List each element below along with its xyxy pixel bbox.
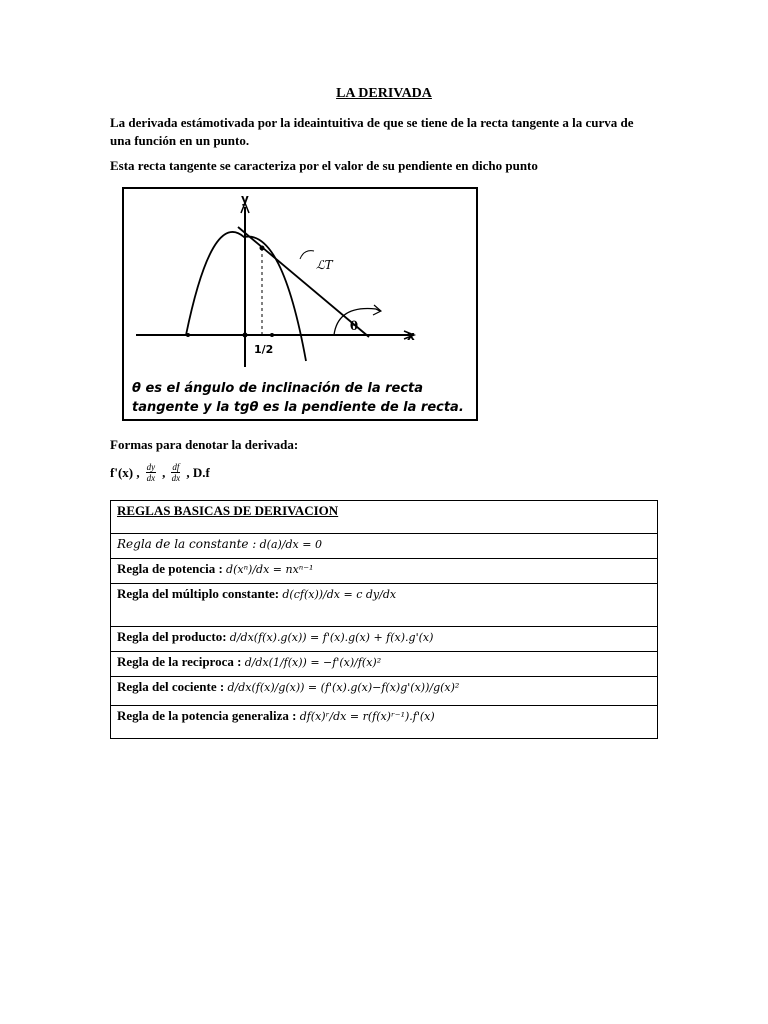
- derivation-rules-table: [110, 500, 658, 739]
- notation-heading: Formas para denotar la derivada:: [110, 437, 299, 452]
- intro-paragraph: La derivada estámotivada por la ideaintuitiva de que se tiene de la recta tangente a la curva de una función en un punto.: [110, 115, 634, 148]
- notation-dy-dx: $\frac{dy}{dx}$: [146, 462, 156, 483]
- rules-header: REGLAS BASICAS DE DERIVACION: [111, 501, 658, 534]
- notation-df: , D.f: [186, 464, 210, 480]
- notation-list: f'(x) , $\frac{dy}{dx}$ , $\frac{df}{dx}$ , D.f: [110, 462, 210, 483]
- rule-row: Regla de la potencia generaliza : df(x)ʳ/dx = r(f(x)ʳ⁻¹).f'(x): [111, 706, 658, 739]
- rule-row: Regla de la constante : d(a)/dx = 0: [111, 534, 658, 559]
- rule-row: Regla de potencia : d(xⁿ)/dx = nxⁿ⁻¹: [111, 559, 658, 584]
- rule-row: Regla de la reciproca : d/dx(1/f(x)) = −f'(x)/f(x)²: [111, 652, 658, 677]
- tangent-line-figure: [122, 187, 478, 421]
- notation-fprime: f'(x) ,: [110, 464, 140, 480]
- x-axis-label: x: [407, 329, 415, 343]
- rule-row: Regla del cociente : d/dx(f(x)/g(x)) = (f'(x).g(x)−f(x)g'(x))/g(x)²: [111, 677, 658, 706]
- y-axis-label: y: [241, 192, 249, 206]
- label-leader: [300, 251, 314, 259]
- tangent-paragraph: Esta recta tangente se caracteriza por el valor de su pendiente en dicho punto: [110, 158, 538, 173]
- figure-caption: θ es el ángulo de inclinación de la recta tangente y la tgθ es la pendiente de la recta.: [132, 381, 464, 415]
- notation-df-dx: $\frac{df}{dx}$: [171, 462, 181, 483]
- tangent-label: ℒT: [316, 258, 333, 272]
- point-label: 1/2: [254, 343, 274, 356]
- rule-row: Regla del producto: d/dx(f(x).g(x)) = f'(x).g(x) + f(x).g'(x): [111, 627, 658, 652]
- rule-row: Regla del múltiplo constante: d(cf(x))/dx = c dy/dx: [111, 584, 658, 627]
- page-title: LA DERIVADA: [336, 86, 432, 101]
- angle-label: θ: [350, 319, 359, 333]
